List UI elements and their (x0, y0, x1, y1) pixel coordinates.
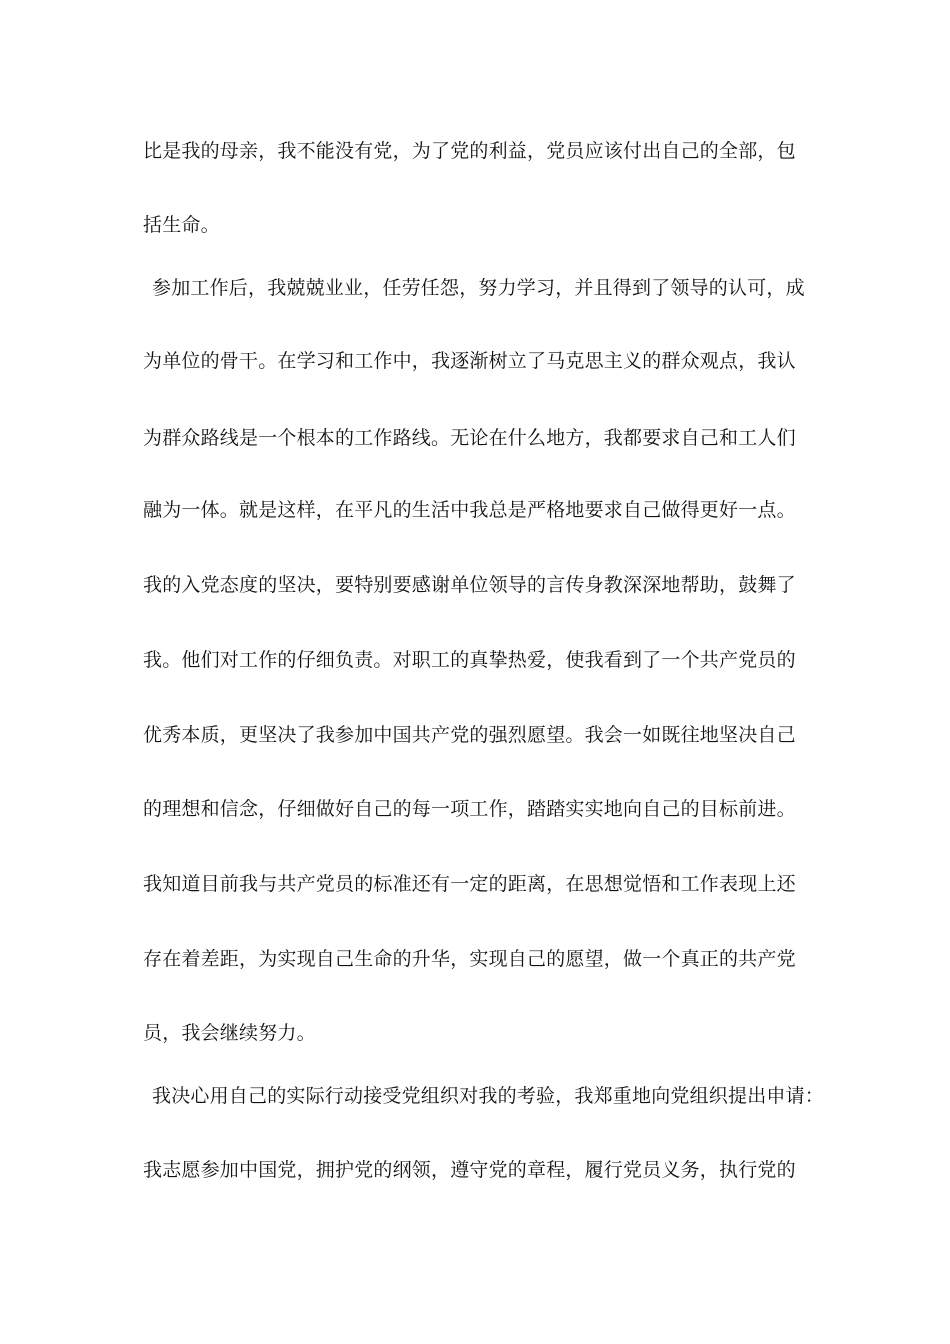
text-line: 为群众路线是一个根本的工作路线。无论在什么地方，我都要求自己和工人们 (143, 427, 796, 449)
text-line: 融为一体。就是这样，在平凡的生活中我总是严格地要求自己做得更好一点。 (143, 499, 796, 521)
text-line: 员，我会继续努力。 (143, 1022, 316, 1044)
text-line: 括生命。 (143, 214, 220, 236)
paragraph-start-line: 我决心用自己的实际行动接受党组织对我的考验，我郑重地向党组织提出申请： (152, 1085, 825, 1107)
text-line: 我志愿参加中国党，拥护党的纲领，遵守党的章程，履行党员义务，执行党的 (143, 1159, 796, 1181)
text-line: 为单位的骨干。在学习和工作中，我逐渐树立了马克思主义的群众观点，我认 (143, 350, 796, 372)
text-line: 我的入党态度的坚决，要特别要感谢单位领导的言传身教深深地帮助，鼓舞了 (143, 574, 796, 596)
text-line: 存在着差距，为实现自己生命的升华，实现自己的愿望，做一个真正的共产党 (143, 948, 796, 970)
text-line: 我知道目前我与共产党员的标准还有一定的距离，在思想觉悟和工作表现上还 (143, 873, 796, 895)
text-line: 比是我的母亲，我不能没有党，为了党的利益，党员应该付出自己的全部，包 (143, 140, 796, 162)
text-line: 我。他们对工作的仔细负责。对职工的真挚热爱，使我看到了一个共产党员的 (143, 649, 796, 671)
text-line: 优秀本质，更坚决了我参加中国共产党的强烈愿望。我会一如既往地坚决自己 (143, 724, 796, 746)
paragraph-start-line: 参加工作后，我兢兢业业，任劳任怨，努力学习，并且得到了领导的认可，成 (152, 277, 805, 299)
text-line: 的理想和信念，仔细做好自己的每一项工作，踏踏实实地向自己的目标前进。 (143, 798, 796, 820)
